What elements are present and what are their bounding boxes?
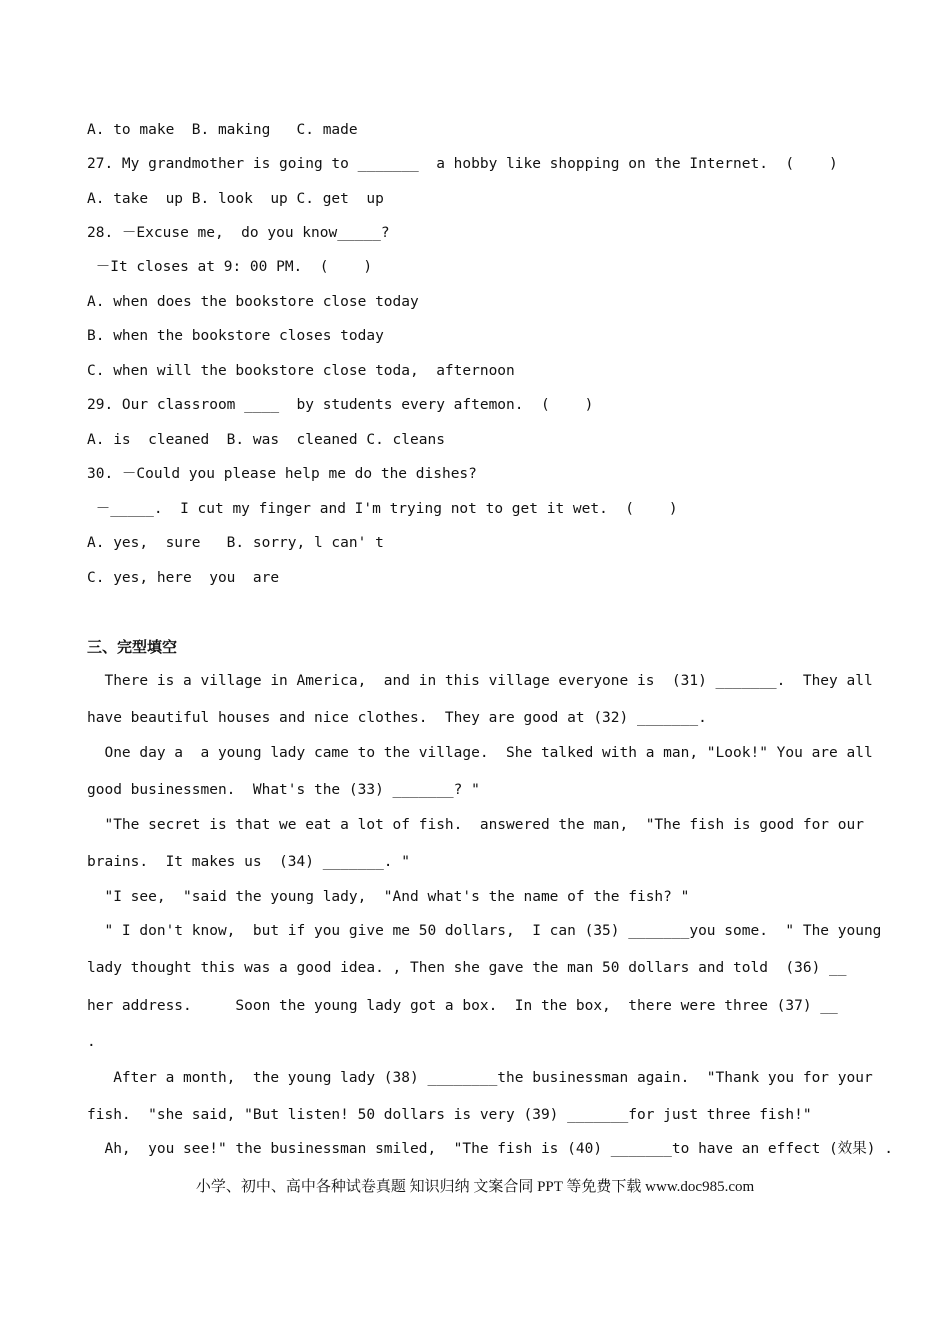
question-28-answer-line: －It closes at 9: 00 PM. ( ) [87, 259, 373, 275]
passage-line: After a month, the young lady (38) ________the businessman again. "Thank you for your [87, 1070, 873, 1086]
option-30-c: C. yes, here you are [87, 570, 280, 586]
passage-line: have beautiful houses and nice clothes. They are good at (32) _______. [87, 710, 707, 726]
options-29: A. is cleaned B. was cleaned C. cleans [87, 432, 445, 448]
options-27: A. take up B. look up C. get up [87, 191, 384, 207]
option-30-ab: A. yes, sure B. sorry, l can' t [87, 535, 384, 551]
passage-line: There is a village in America, and in this village everyone is (31) _______. They all [87, 673, 873, 689]
passage-line: "The secret is that we eat a lot of fish. answered the man, "The fish is good for our [87, 817, 864, 833]
passage-line: brains. It makes us (34) _______. " [87, 854, 411, 870]
passage-line: "I see, "said the young lady, "And what's the name of the fish? " [87, 889, 690, 905]
passage-line: . [87, 1034, 96, 1050]
section-title: 三、完型填空 [87, 638, 178, 656]
passage-line: her address. Soon the young lady got a box. In the box, there were three (37) __ [87, 998, 838, 1014]
question-30-answer-line: －_____. I cut my finger and I'm trying not to get it wet. ( ) [87, 501, 678, 517]
option-28-b: B. when the bookstore closes today [87, 328, 384, 344]
option-28-a: A. when does the bookstore close today [87, 294, 419, 310]
question-28: 28. －Excuse me, do you know_____? [87, 225, 390, 241]
page-footer: 小学、初中、高中各种试卷真题 知识归纳 文案合同 PPT 等免费下载 www.doc985.com [195, 1179, 755, 1195]
question-30: 30. －Could you please help me do the dishes? [87, 466, 477, 482]
question-27: 27. My grandmother is going to _______ a hobby like shopping on the Internet. ( ) [87, 156, 838, 172]
option-line-26: A. to make B. making C. made [87, 122, 358, 138]
passage-line: Ah, you see!" the businessman smiled, "The fish is (40) _______to have an effect (效果) . [87, 1141, 893, 1157]
question-29: 29. Our classroom ____ by students every aftemon. ( ) [87, 397, 594, 413]
option-28-c: C. when will the bookstore close toda, afternoon [87, 363, 515, 379]
passage-line: lady thought this was a good idea. , Then she gave the man 50 dollars and told (36) __ [87, 960, 847, 976]
passage-line: " I don't know, but if you give me 50 dollars, I can (35) _______you some. " The young [87, 923, 882, 939]
passage-line: One day a a young lady came to the village. She talked with a man, "Look!" You are all [87, 745, 873, 761]
passage-line: fish. "she said, "But listen! 50 dollars is very (39) _______for just three fish!" [87, 1107, 812, 1123]
passage-line: good businessmen. What's the (33) _______? " [87, 782, 480, 798]
